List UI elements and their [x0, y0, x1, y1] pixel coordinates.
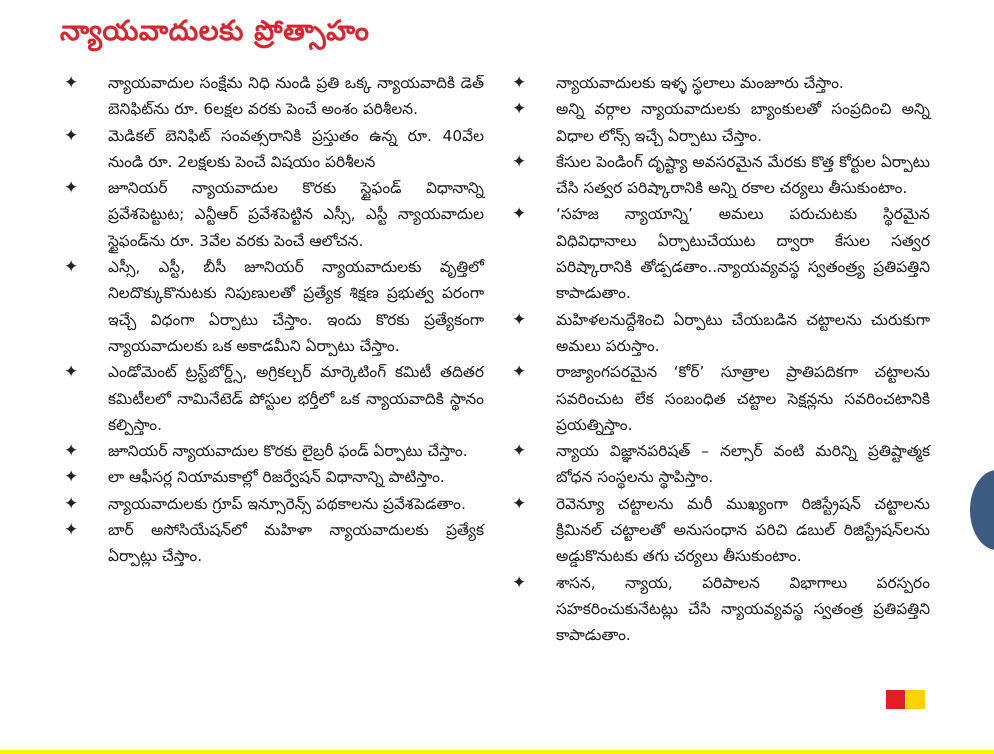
list-item — [512, 359, 930, 438]
star-bullet-icon: ✦ — [64, 467, 79, 488]
star-bullet-icon: ✦ — [512, 309, 527, 330]
list-item — [64, 254, 484, 359]
star-bullet-icon: ✦ — [64, 178, 79, 199]
list-item — [64, 175, 484, 254]
star-bullet-icon: ✦ — [64, 441, 79, 462]
right-column — [512, 70, 930, 649]
bottom-rule — [0, 750, 994, 754]
item-text: మహిళలనుద్దేశించి ఏర్పాటు చేయబడిన చట్టాలను చురుకుగా అమలు పరుస్తాం. — [556, 310, 930, 355]
item-text: న్యాయ విజ్ఞానపరిషత్ – నల్సార్ వంటి మరిన్ని ప్రతిష్టాత్మక బోధన సంస్థలను స్థాపిస్తాం. — [556, 442, 930, 487]
list-item — [512, 70, 930, 96]
item-text: ‘సహజ న్యాయాన్ని’ అమలు పరుచుటకు స్థిరమైన విధివిధానాలు ఏర్పాటుచేయుట ద్వారా కేసుల సత్వర పరిష్కారానికి తోడ్పడతాం..న్యాయవ్యవస్థ స్వతంత్ర్య ప్రతిపత్తిని కాపాడుతాం. — [556, 205, 930, 303]
item-text: కేసుల పెండింగ్ దృష్ట్యా అవసరమైన మేరకు కొత్త కోర్టుల ఏర్పాటు చేసి సత్వర పరిష్కారానికి అన్ని రకాల చర్యలు తీసుకుంటాం. — [556, 152, 930, 198]
list-item — [64, 123, 484, 176]
star-bullet-icon: ✦ — [512, 204, 527, 225]
item-text: ఎస్సీ, ఎస్టీ, బీసీ జూనియర్ న్యాయవాదులకు వృత్తిలో నిలదొక్కుకొనుటకు నిపుణులతో ప్రత్యేక శిక్షణ ప్రభుత్వ పరంగా ఇచ్చే విధంగా ఏర్పాటు చేస్తాం. ఇందు కొరకు ప్రత్యేకంగా న్యాయవాదులకు ఒక అకాడమీని ఏర్పాటు చేస్తాం. — [108, 258, 484, 355]
item-text: న్యాయవాదులకు ఇళ్ళ స్థలాలు మంజూరు చేస్తాం. — [556, 74, 844, 92]
item-text: లా ఆఫీసర్ల నియామకాల్లో రిజర్వేషన్ విధానాన్ని పాటిస్తాం. — [108, 468, 445, 487]
star-bullet-icon: ✦ — [512, 151, 527, 172]
item-text: రాజ్యాంగపరమైన ‘కోర్’ సూత్రాల ప్రాతిపదికగా చట్టాలను సవరించుట లేక సంబంధిత చట్టాల సెక్షన్లను సవరించటానికి ప్రయత్నిస్తాం. — [556, 363, 930, 434]
list-item — [64, 491, 484, 517]
item-text: న్యాయవాదుల సంక్షేమ నిధి నుండి ప్రతి ఒక్క న్యాయవాదికి డెత్ బెనిఫిట్‌ను రూ. 6లక్షల వరకు పెంచే అంశం పరిశీలన. — [108, 74, 484, 119]
star-bullet-icon: ✦ — [512, 73, 527, 93]
list-item — [512, 307, 930, 360]
end-marker-red — [886, 690, 905, 709]
item-text: ఎండోమెంట్ ట్రస్ట్‌బోర్డ్స్, అగ్రికల్చర్ మార్కెటింగ్ కమిటీ తదితర కమిటీలలో నామినేటెడ్ పోస్టుల భర్తీలో ఒక న్యాయవాదికి స్థానం కల్పిస్తాం. — [108, 363, 484, 434]
list-item — [512, 491, 930, 570]
star-bullet-icon: ✦ — [64, 125, 79, 146]
item-text: అన్ని వర్గాల న్యాయవాదులకు బ్యాంకులతో సంప్రదించి అన్ని విధాల లోన్స్ ఇచ్చే ఏర్పాటు చేస్తాం. — [556, 100, 930, 145]
star-bullet-icon: ✦ — [512, 99, 527, 120]
side-tab — [970, 470, 994, 550]
star-bullet-icon: ✦ — [512, 493, 527, 514]
star-bullet-icon: ✦ — [512, 441, 527, 462]
item-text: రెవెన్యూ చట్టాలను మరీ ముఖ్యంగా రిజిస్ట్రేషన్ చట్టాలను క్రిమినల్ చట్టాలతో అనుసంధాన పరిచి డబుల్ రిజిస్ట్రేషన్‌లను అడ్డుకొనుటకు తగు చర్యలు తీసుకుంటాం. — [556, 494, 930, 566]
star-bullet-icon: ✦ — [64, 520, 79, 541]
list-item — [512, 438, 930, 491]
headline: న్యాయవాదులకు ప్రోత్సాహం — [60, 14, 370, 47]
star-bullet-icon: ✦ — [512, 362, 527, 383]
list-item — [64, 517, 484, 570]
star-bullet-icon: ✦ — [64, 493, 79, 514]
star-bullet-icon: ✦ — [512, 572, 527, 593]
item-text: జూనియర్ న్యాయవాదుల కొరకు లైబ్రరీ ఫండ్ ఏర్పాటు చేస్తాం. — [108, 442, 468, 461]
list-item — [64, 438, 484, 464]
item-text: మెడికల్ బెనిఫిట్ సంవత్సరానికి ప్రస్తుతం ఉన్న రూ. 40వేల నుండి రూ. 2లక్షలకు పెంచే విషయం పరిశీలన — [108, 126, 484, 171]
end-marker-yellow — [906, 690, 925, 709]
item-text: జూనియర్ న్యాయవాదుల కొరకు స్టైఫండ్ విధానాన్ని ప్రవేశపెట్టుట; ఎన్టీఆర్ ప్రవేశపెట్టిన ఎస్సీ, ఎస్టీ న్యాయవాదుల స్టైఫండ్‌ను రూ. 3వేల వరకు పెంచే ఆలోచన. — [108, 179, 484, 250]
item-text: న్యాయవాదులకు గ్రూప్ ఇన్సూరెన్స్ పథకాలను ప్రవేశపెడతాం. — [108, 494, 466, 513]
list-item — [512, 149, 930, 202]
list-item — [512, 570, 930, 649]
item-text: శాసన, న్యాయ, పరిపాలన విభాగాలు పరస్పరం సహకరించుకునేటట్లు చేసి న్యాయవ్యవస్థ స్వతంత్ర ప్రతిపత్తిని కాపాడుతాం. — [556, 573, 930, 645]
item-text: బార్ అసోసియేషన్‌లో మహిళా న్యాయవాదులకు ప్రత్యేక ఏర్పాట్లు చేస్తాం. — [108, 521, 484, 566]
list-item — [64, 359, 484, 438]
list-item — [64, 464, 484, 490]
list-item — [64, 70, 484, 123]
left-column — [64, 70, 484, 570]
list-item — [512, 201, 930, 306]
star-bullet-icon: ✦ — [64, 362, 79, 383]
list-item — [512, 96, 930, 149]
star-bullet-icon: ✦ — [64, 73, 79, 93]
star-bullet-icon: ✦ — [64, 257, 79, 278]
